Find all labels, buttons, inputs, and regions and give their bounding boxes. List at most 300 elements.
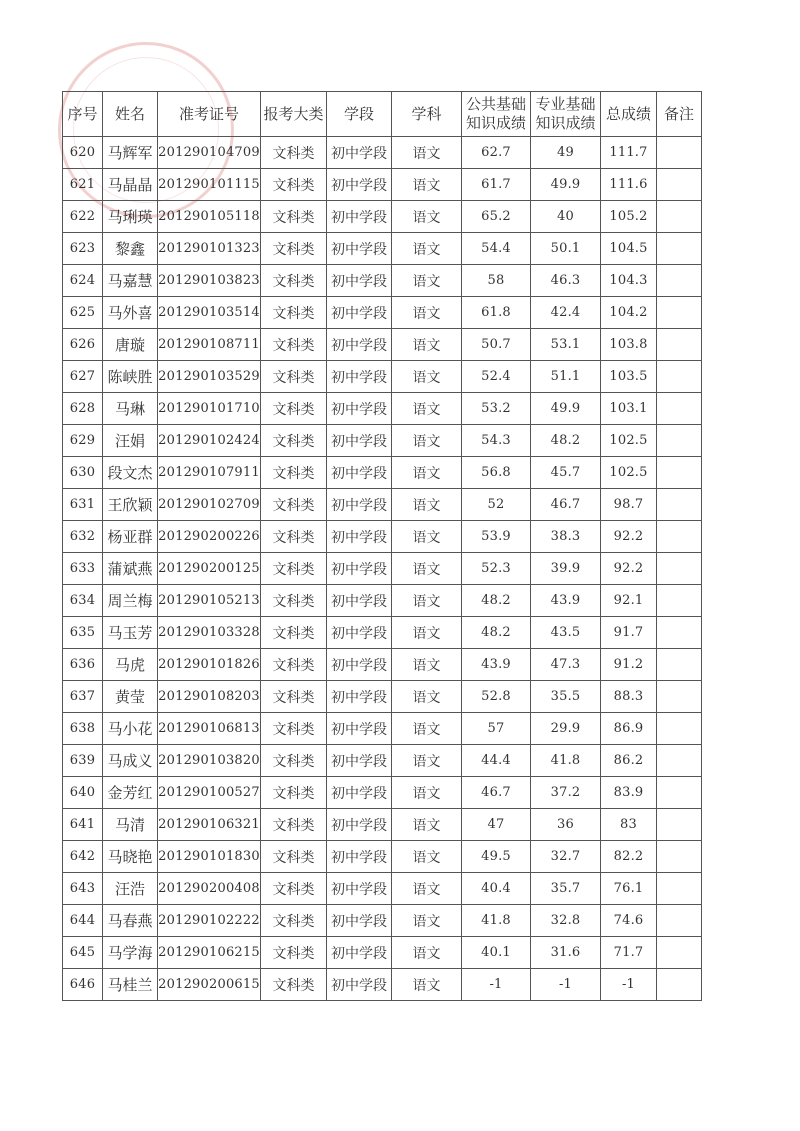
cell-exam-id: 201290102222 [158,905,261,937]
cell-public-score: 43.9 [462,649,531,681]
cell-professional-score: 41.8 [531,745,601,777]
cell-total-score: 76.1 [601,873,657,905]
cell-name: 马玉芳 [103,617,158,649]
cell-exam-id: 201290200226 [158,521,261,553]
header-name: 姓名 [103,92,158,137]
cell-stage: 初中学段 [327,553,392,585]
cell-remarks [657,873,702,905]
cell-total-score: 88.3 [601,681,657,713]
cell-category: 文科类 [261,937,327,969]
cell-public-score: 52 [462,489,531,521]
cell-exam-id: 201290108203 [158,681,261,713]
cell-remarks [657,425,702,457]
cell-exam-id: 201290103328 [158,617,261,649]
table-row [63,937,702,969]
cell-public-score: 52.4 [462,361,531,393]
cell-seq: 621 [63,169,103,201]
cell-public-score: 52.8 [462,681,531,713]
cell-total-score: 92.2 [601,521,657,553]
cell-subject: 语文 [392,265,462,297]
cell-subject: 语文 [392,809,462,841]
cell-name: 黄莹 [103,681,158,713]
cell-remarks [657,553,702,585]
cell-total-score: 86.2 [601,745,657,777]
table-row [63,969,702,1001]
cell-total-score: 83 [601,809,657,841]
table-row [63,393,702,425]
cell-total-score: 71.7 [601,937,657,969]
cell-subject: 语文 [392,969,462,1001]
cell-seq: 633 [63,553,103,585]
cell-stage: 初中学段 [327,617,392,649]
cell-remarks [657,137,702,169]
cell-total-score: 98.7 [601,489,657,521]
cell-name: 马桂兰 [103,969,158,1001]
cell-public-score: 52.3 [462,553,531,585]
cell-stage: 初中学段 [327,393,392,425]
cell-subject: 语文 [392,393,462,425]
cell-subject: 语文 [392,553,462,585]
cell-total-score: 102.5 [601,425,657,457]
header-total-score: 总成绩 [601,92,657,137]
cell-public-score: 62.7 [462,137,531,169]
cell-total-score: 82.2 [601,841,657,873]
cell-name: 马琍瑛 [103,201,158,233]
table-row [63,681,702,713]
table-row [63,617,702,649]
cell-stage: 初中学段 [327,137,392,169]
cell-name: 段文杰 [103,457,158,489]
cell-public-score: 48.2 [462,617,531,649]
cell-public-score: -1 [462,969,531,1001]
cell-seq: 629 [63,425,103,457]
cell-subject: 语文 [392,329,462,361]
cell-remarks [657,489,702,521]
cell-seq: 631 [63,489,103,521]
cell-exam-id: 201290100527 [158,777,261,809]
cell-exam-id: 201290103823 [158,265,261,297]
header-stage: 学段 [327,92,392,137]
cell-remarks [657,393,702,425]
table-row [63,201,702,233]
cell-category: 文科类 [261,585,327,617]
header-public-score: 公共基础知识成绩 [462,92,531,137]
cell-public-score: 44.4 [462,745,531,777]
cell-professional-score: 53.1 [531,329,601,361]
cell-subject: 语文 [392,169,462,201]
cell-stage: 初中学段 [327,201,392,233]
cell-seq: 644 [63,905,103,937]
cell-remarks [657,617,702,649]
cell-remarks [657,265,702,297]
cell-total-score: -1 [601,969,657,1001]
cell-subject: 语文 [392,905,462,937]
cell-seq: 627 [63,361,103,393]
cell-seq: 642 [63,841,103,873]
cell-public-score: 40.1 [462,937,531,969]
cell-name: 马辉军 [103,137,158,169]
cell-exam-id: 201290200408 [158,873,261,905]
cell-stage: 初中学段 [327,233,392,265]
cell-subject: 语文 [392,777,462,809]
cell-category: 文科类 [261,809,327,841]
cell-subject: 语文 [392,457,462,489]
cell-seq: 645 [63,937,103,969]
cell-remarks [657,169,702,201]
cell-stage: 初中学段 [327,937,392,969]
cell-category: 文科类 [261,617,327,649]
cell-professional-score: 46.3 [531,265,601,297]
cell-public-score: 53.9 [462,521,531,553]
cell-seq: 639 [63,745,103,777]
cell-public-score: 49.5 [462,841,531,873]
table-row [63,713,702,745]
table-row [63,905,702,937]
cell-subject: 语文 [392,361,462,393]
cell-remarks [657,649,702,681]
cell-category: 文科类 [261,201,327,233]
cell-category: 文科类 [261,297,327,329]
table-row [63,585,702,617]
cell-total-score: 104.2 [601,297,657,329]
cell-category: 文科类 [261,361,327,393]
cell-professional-score: 46.7 [531,489,601,521]
cell-public-score: 65.2 [462,201,531,233]
cell-subject: 语文 [392,617,462,649]
table-row [63,553,702,585]
cell-stage: 初中学段 [327,681,392,713]
cell-category: 文科类 [261,329,327,361]
cell-exam-id: 201290103514 [158,297,261,329]
cell-total-score: 74.6 [601,905,657,937]
cell-name: 马晓艳 [103,841,158,873]
cell-total-score: 92.2 [601,553,657,585]
cell-category: 文科类 [261,873,327,905]
table-row [63,329,702,361]
cell-exam-id: 201290200125 [158,553,261,585]
cell-category: 文科类 [261,681,327,713]
cell-seq: 640 [63,777,103,809]
cell-remarks [657,457,702,489]
cell-category: 文科类 [261,713,327,745]
cell-subject: 语文 [392,585,462,617]
cell-remarks [657,201,702,233]
cell-stage: 初中学段 [327,521,392,553]
cell-stage: 初中学段 [327,809,392,841]
cell-public-score: 48.2 [462,585,531,617]
cell-public-score: 58 [462,265,531,297]
cell-category: 文科类 [261,137,327,169]
cell-total-score: 111.6 [601,169,657,201]
cell-exam-id: 201290102424 [158,425,261,457]
cell-remarks [657,585,702,617]
cell-seq: 630 [63,457,103,489]
cell-name: 马成义 [103,745,158,777]
cell-seq: 643 [63,873,103,905]
cell-professional-score: 48.2 [531,425,601,457]
cell-professional-score: 42.4 [531,297,601,329]
cell-exam-id: 201290104709 [158,137,261,169]
cell-subject: 语文 [392,937,462,969]
cell-remarks [657,681,702,713]
cell-exam-id: 201290103820 [158,745,261,777]
cell-public-score: 61.7 [462,169,531,201]
cell-professional-score: 49.9 [531,393,601,425]
cell-professional-score: 43.5 [531,617,601,649]
cell-exam-id: 201290106215 [158,937,261,969]
header-subject: 学科 [392,92,462,137]
table-row [63,425,702,457]
cell-public-score: 50.7 [462,329,531,361]
header-remarks: 备注 [657,92,702,137]
table-row [63,777,702,809]
cell-professional-score: 32.8 [531,905,601,937]
cell-total-score: 91.2 [601,649,657,681]
cell-remarks [657,713,702,745]
cell-public-score: 56.8 [462,457,531,489]
cell-category: 文科类 [261,649,327,681]
cell-professional-score: 31.6 [531,937,601,969]
cell-name: 黎鑫 [103,233,158,265]
cell-name: 马学海 [103,937,158,969]
cell-professional-score: 49.9 [531,169,601,201]
table-row [63,521,702,553]
cell-exam-id: 201290105118 [158,201,261,233]
cell-name: 马小花 [103,713,158,745]
cell-stage: 初中学段 [327,905,392,937]
cell-seq: 641 [63,809,103,841]
cell-stage: 初中学段 [327,169,392,201]
cell-stage: 初中学段 [327,873,392,905]
cell-subject: 语文 [392,745,462,777]
cell-subject: 语文 [392,489,462,521]
cell-seq: 628 [63,393,103,425]
cell-seq: 637 [63,681,103,713]
cell-name: 唐璇 [103,329,158,361]
cell-total-score: 104.5 [601,233,657,265]
cell-subject: 语文 [392,137,462,169]
cell-stage: 初中学段 [327,745,392,777]
cell-remarks [657,297,702,329]
cell-stage: 初中学段 [327,841,392,873]
cell-total-score: 103.8 [601,329,657,361]
cell-total-score: 104.3 [601,265,657,297]
cell-exam-id: 201290101830 [158,841,261,873]
cell-category: 文科类 [261,841,327,873]
cell-stage: 初中学段 [327,713,392,745]
table-row [63,169,702,201]
cell-remarks [657,361,702,393]
cell-professional-score: 32.7 [531,841,601,873]
cell-exam-id: 201290101826 [158,649,261,681]
cell-stage: 初中学段 [327,585,392,617]
cell-category: 文科类 [261,745,327,777]
cell-category: 文科类 [261,169,327,201]
table-row [63,841,702,873]
cell-stage: 初中学段 [327,649,392,681]
table-row [63,265,702,297]
cell-seq: 632 [63,521,103,553]
cell-professional-score: 38.3 [531,521,601,553]
cell-total-score: 86.9 [601,713,657,745]
cell-subject: 语文 [392,297,462,329]
header-seq: 序号 [63,92,103,137]
cell-remarks [657,233,702,265]
cell-name: 王欣颖 [103,489,158,521]
cell-name: 杨亚群 [103,521,158,553]
cell-remarks [657,937,702,969]
cell-public-score: 41.8 [462,905,531,937]
cell-stage: 初中学段 [327,489,392,521]
cell-remarks [657,841,702,873]
cell-exam-id: 201290107911 [158,457,261,489]
cell-seq: 638 [63,713,103,745]
score-table [62,91,702,1001]
table-row [63,745,702,777]
cell-public-score: 40.4 [462,873,531,905]
cell-professional-score: -1 [531,969,601,1001]
cell-seq: 646 [63,969,103,1001]
cell-exam-id: 201290106321 [158,809,261,841]
cell-name: 汪娟 [103,425,158,457]
table-row [63,649,702,681]
cell-professional-score: 40 [531,201,601,233]
cell-total-score: 105.2 [601,201,657,233]
cell-total-score: 102.5 [601,457,657,489]
cell-name: 马外喜 [103,297,158,329]
cell-public-score: 46.7 [462,777,531,809]
header-professional-score: 专业基础知识成绩 [531,92,601,137]
cell-category: 文科类 [261,265,327,297]
table-row [63,297,702,329]
cell-public-score: 54.4 [462,233,531,265]
cell-remarks [657,329,702,361]
cell-professional-score: 45.7 [531,457,601,489]
cell-exam-id: 201290105213 [158,585,261,617]
cell-professional-score: 43.9 [531,585,601,617]
cell-professional-score: 50.1 [531,233,601,265]
cell-subject: 语文 [392,713,462,745]
table-row [63,233,702,265]
cell-stage: 初中学段 [327,329,392,361]
cell-total-score: 92.1 [601,585,657,617]
cell-category: 文科类 [261,425,327,457]
cell-category: 文科类 [261,777,327,809]
table-row [63,457,702,489]
table-row [63,361,702,393]
cell-subject: 语文 [392,841,462,873]
cell-name: 马晶晶 [103,169,158,201]
cell-remarks [657,777,702,809]
cell-seq: 622 [63,201,103,233]
cell-exam-id: 201290106813 [158,713,261,745]
cell-name: 金芳红 [103,777,158,809]
cell-professional-score: 51.1 [531,361,601,393]
cell-category: 文科类 [261,393,327,425]
cell-exam-id: 201290101115 [158,169,261,201]
cell-subject: 语文 [392,649,462,681]
cell-name: 周兰梅 [103,585,158,617]
cell-category: 文科类 [261,457,327,489]
cell-professional-score: 36 [531,809,601,841]
cell-remarks [657,809,702,841]
table-row [63,873,702,905]
cell-seq: 625 [63,297,103,329]
cell-stage: 初中学段 [327,425,392,457]
cell-seq: 636 [63,649,103,681]
cell-professional-score: 35.5 [531,681,601,713]
cell-total-score: 103.1 [601,393,657,425]
cell-subject: 语文 [392,873,462,905]
cell-name: 马清 [103,809,158,841]
cell-category: 文科类 [261,489,327,521]
cell-name: 马虎 [103,649,158,681]
cell-public-score: 61.8 [462,297,531,329]
cell-seq: 634 [63,585,103,617]
cell-category: 文科类 [261,969,327,1001]
cell-total-score: 91.7 [601,617,657,649]
cell-seq: 623 [63,233,103,265]
cell-seq: 635 [63,617,103,649]
cell-name: 马琳 [103,393,158,425]
cell-subject: 语文 [392,521,462,553]
header-exam-id: 准考证号 [158,92,261,137]
cell-remarks [657,521,702,553]
cell-professional-score: 29.9 [531,713,601,745]
cell-seq: 626 [63,329,103,361]
cell-subject: 语文 [392,233,462,265]
table-header-row [63,92,702,137]
cell-professional-score: 37.2 [531,777,601,809]
cell-exam-id: 201290108711 [158,329,261,361]
table-row [63,489,702,521]
cell-exam-id: 201290101323 [158,233,261,265]
cell-public-score: 57 [462,713,531,745]
cell-name: 马嘉慧 [103,265,158,297]
header-category: 报考大类 [261,92,327,137]
cell-stage: 初中学段 [327,777,392,809]
cell-total-score: 111.7 [601,137,657,169]
table-row [63,809,702,841]
table-row [63,137,702,169]
cell-exam-id: 201290101710 [158,393,261,425]
cell-professional-score: 39.9 [531,553,601,585]
cell-exam-id: 201290103529 [158,361,261,393]
cell-seq: 620 [63,137,103,169]
cell-stage: 初中学段 [327,361,392,393]
cell-total-score: 103.5 [601,361,657,393]
cell-category: 文科类 [261,905,327,937]
cell-seq: 624 [63,265,103,297]
cell-subject: 语文 [392,425,462,457]
cell-category: 文科类 [261,521,327,553]
cell-category: 文科类 [261,553,327,585]
cell-remarks [657,969,702,1001]
cell-public-score: 54.3 [462,425,531,457]
cell-stage: 初中学段 [327,297,392,329]
cell-professional-score: 35.7 [531,873,601,905]
cell-subject: 语文 [392,201,462,233]
cell-professional-score: 49 [531,137,601,169]
cell-exam-id: 201290200615 [158,969,261,1001]
cell-public-score: 47 [462,809,531,841]
cell-remarks [657,905,702,937]
cell-stage: 初中学段 [327,969,392,1001]
cell-professional-score: 47.3 [531,649,601,681]
cell-category: 文科类 [261,233,327,265]
cell-exam-id: 201290102709 [158,489,261,521]
cell-stage: 初中学段 [327,265,392,297]
